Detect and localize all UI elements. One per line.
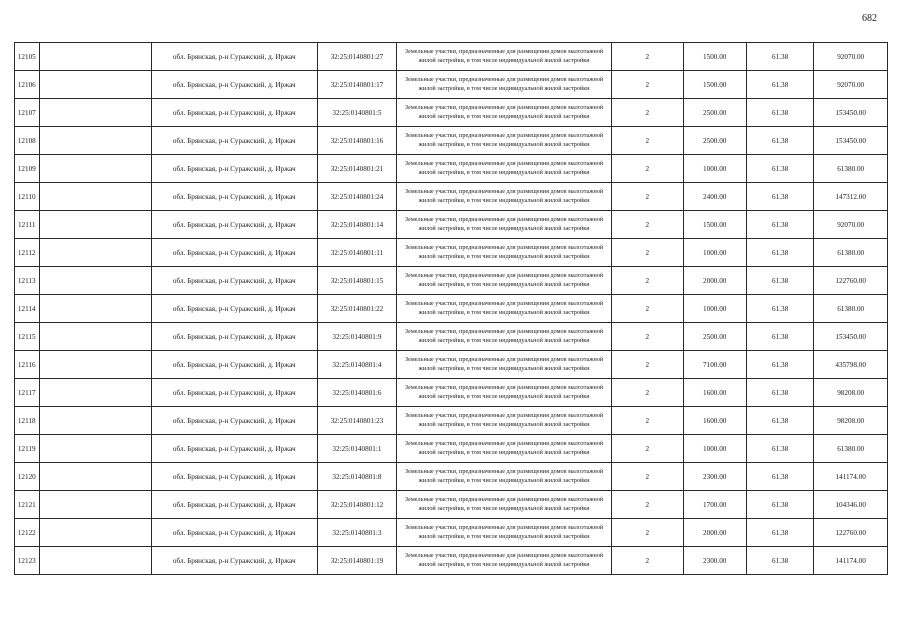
category-cell: 2 bbox=[611, 71, 683, 99]
row-number: 12117 bbox=[15, 379, 40, 407]
cadastral-value-cell: 98208.00 bbox=[814, 379, 888, 407]
address-cell: обл. Брянская, р-н Суражский, д. Иржач bbox=[151, 407, 317, 435]
category-cell: 2 bbox=[611, 211, 683, 239]
rate-cell: 61.38 bbox=[746, 183, 813, 211]
land-use-cell: Земельные участки, предназначенные для размещения домов малоэтажной жилой застройки, в том числе индивидуальной жилой застройки bbox=[397, 519, 612, 547]
empty-cell bbox=[39, 239, 151, 267]
cadastral-number-cell: 32:25:0140801:15 bbox=[317, 267, 397, 295]
address-cell: обл. Брянская, р-н Суражский, д. Иржач bbox=[151, 183, 317, 211]
address-cell: обл. Брянская, р-н Суражский, д. Иржач bbox=[151, 43, 317, 71]
table-row bbox=[15, 295, 888, 323]
category-cell: 2 bbox=[611, 435, 683, 463]
cadastral-value-cell: 435798.00 bbox=[814, 351, 888, 379]
row-number: 12109 bbox=[15, 155, 40, 183]
category-cell: 2 bbox=[611, 155, 683, 183]
area-cell: 1000.00 bbox=[683, 435, 746, 463]
table-row bbox=[15, 267, 888, 295]
address-cell: обл. Брянская, р-н Суражский, д. Иржач bbox=[151, 239, 317, 267]
table-row bbox=[15, 407, 888, 435]
address-cell: обл. Брянская, р-н Суражский, д. Иржач bbox=[151, 379, 317, 407]
empty-cell bbox=[39, 295, 151, 323]
land-use-cell: Земельные участки, предназначенные для размещения домов малоэтажной жилой застройки, в том числе индивидуальной жилой застройки bbox=[397, 351, 612, 379]
land-use-cell: Земельные участки, предназначенные для размещения домов малоэтажной жилой застройки, в том числе индивидуальной жилой застройки bbox=[397, 211, 612, 239]
table-row bbox=[15, 463, 888, 491]
land-use-cell: Земельные участки, предназначенные для размещения домов малоэтажной жилой застройки, в том числе индивидуальной жилой застройки bbox=[397, 239, 612, 267]
land-use-cell: Земельные участки, предназначенные для размещения домов малоэтажной жилой застройки, в том числе индивидуальной жилой застройки bbox=[397, 463, 612, 491]
table-row bbox=[15, 547, 888, 575]
area-cell: 1000.00 bbox=[683, 155, 746, 183]
empty-cell bbox=[39, 519, 151, 547]
row-number: 12123 bbox=[15, 547, 40, 575]
cadastral-number-cell: 32:25:0140801:27 bbox=[317, 43, 397, 71]
cadastral-number-cell: 32:25:0140801:24 bbox=[317, 183, 397, 211]
cadastral-value-cell: 153450.00 bbox=[814, 323, 888, 351]
table-row bbox=[15, 43, 888, 71]
land-use-cell: Земельные участки, предназначенные для размещения домов малоэтажной жилой застройки, в том числе индивидуальной жилой застройки bbox=[397, 267, 612, 295]
cadastral-value-cell: 98208.00 bbox=[814, 407, 888, 435]
table-row bbox=[15, 323, 888, 351]
area-cell: 2000.00 bbox=[683, 267, 746, 295]
address-cell: обл. Брянская, р-н Суражский, д. Иржач bbox=[151, 323, 317, 351]
cadastral-value-cell: 61380.00 bbox=[814, 155, 888, 183]
rate-cell: 61.38 bbox=[746, 491, 813, 519]
area-cell: 2500.00 bbox=[683, 323, 746, 351]
cadastral-value-cell: 122760.00 bbox=[814, 519, 888, 547]
land-use-cell: Земельные участки, предназначенные для размещения домов малоэтажной жилой застройки, в том числе индивидуальной жилой застройки bbox=[397, 127, 612, 155]
land-use-cell: Земельные участки, предназначенные для размещения домов малоэтажной жилой застройки, в том числе индивидуальной жилой застройки bbox=[397, 491, 612, 519]
cadastral-number-cell: 32:25:0140801:9 bbox=[317, 323, 397, 351]
area-cell: 1000.00 bbox=[683, 295, 746, 323]
land-use-cell: Земельные участки, предназначенные для размещения домов малоэтажной жилой застройки, в том числе индивидуальной жилой застройки bbox=[397, 183, 612, 211]
category-cell: 2 bbox=[611, 491, 683, 519]
category-cell: 2 bbox=[611, 183, 683, 211]
empty-cell bbox=[39, 407, 151, 435]
land-registry-table bbox=[14, 42, 888, 575]
rate-cell: 61.38 bbox=[746, 295, 813, 323]
cadastral-number-cell: 32:25:0140801:8 bbox=[317, 463, 397, 491]
land-use-cell: Земельные участки, предназначенные для размещения домов малоэтажной жилой застройки, в том числе индивидуальной жилой застройки bbox=[397, 295, 612, 323]
empty-cell bbox=[39, 183, 151, 211]
row-number: 12122 bbox=[15, 519, 40, 547]
cadastral-value-cell: 92070.00 bbox=[814, 211, 888, 239]
page-number: 682 bbox=[862, 13, 877, 24]
cadastral-value-cell: 104346.00 bbox=[814, 491, 888, 519]
empty-cell bbox=[39, 267, 151, 295]
table-body bbox=[15, 43, 888, 575]
table-row bbox=[15, 211, 888, 239]
row-number: 12115 bbox=[15, 323, 40, 351]
row-number: 12107 bbox=[15, 99, 40, 127]
cadastral-value-cell: 92070.00 bbox=[814, 71, 888, 99]
address-cell: обл. Брянская, р-н Суражский, д. Иржач bbox=[151, 463, 317, 491]
category-cell: 2 bbox=[611, 323, 683, 351]
table-row bbox=[15, 183, 888, 211]
cadastral-number-cell: 32:25:0140801:3 bbox=[317, 519, 397, 547]
cadastral-number-cell: 32:25:0140801:12 bbox=[317, 491, 397, 519]
category-cell: 2 bbox=[611, 379, 683, 407]
area-cell: 2000.00 bbox=[683, 519, 746, 547]
rate-cell: 61.38 bbox=[746, 127, 813, 155]
table-row bbox=[15, 239, 888, 267]
area-cell: 1500.00 bbox=[683, 71, 746, 99]
rate-cell: 61.38 bbox=[746, 463, 813, 491]
table-row bbox=[15, 71, 888, 99]
row-number: 12105 bbox=[15, 43, 40, 71]
empty-cell bbox=[39, 71, 151, 99]
rate-cell: 61.38 bbox=[746, 435, 813, 463]
table-row bbox=[15, 379, 888, 407]
address-cell: обл. Брянская, р-н Суражский, д. Иржач bbox=[151, 155, 317, 183]
cadastral-value-cell: 141174.00 bbox=[814, 463, 888, 491]
cadastral-value-cell: 147312.00 bbox=[814, 183, 888, 211]
rate-cell: 61.38 bbox=[746, 71, 813, 99]
empty-cell bbox=[39, 547, 151, 575]
cadastral-number-cell: 32:25:0140801:19 bbox=[317, 547, 397, 575]
area-cell: 1000.00 bbox=[683, 239, 746, 267]
rate-cell: 61.38 bbox=[746, 155, 813, 183]
address-cell: обл. Брянская, р-н Суражский, д. Иржач bbox=[151, 211, 317, 239]
empty-cell bbox=[39, 463, 151, 491]
rate-cell: 61.38 bbox=[746, 99, 813, 127]
cadastral-number-cell: 32:25:0140801:16 bbox=[317, 127, 397, 155]
row-number: 12120 bbox=[15, 463, 40, 491]
area-cell: 2500.00 bbox=[683, 99, 746, 127]
rate-cell: 61.38 bbox=[746, 267, 813, 295]
cadastral-number-cell: 32:25:0140801:5 bbox=[317, 99, 397, 127]
category-cell: 2 bbox=[611, 407, 683, 435]
category-cell: 2 bbox=[611, 295, 683, 323]
cadastral-number-cell: 32:25:0140801:4 bbox=[317, 351, 397, 379]
area-cell: 1600.00 bbox=[683, 379, 746, 407]
rate-cell: 61.38 bbox=[746, 43, 813, 71]
address-cell: обл. Брянская, р-н Суражский, д. Иржач bbox=[151, 547, 317, 575]
empty-cell bbox=[39, 323, 151, 351]
table-row bbox=[15, 127, 888, 155]
land-use-cell: Земельные участки, предназначенные для размещения домов малоэтажной жилой застройки, в том числе индивидуальной жилой застройки bbox=[397, 323, 612, 351]
empty-cell bbox=[39, 43, 151, 71]
empty-cell bbox=[39, 435, 151, 463]
land-use-cell: Земельные участки, предназначенные для размещения домов малоэтажной жилой застройки, в том числе индивидуальной жилой застройки bbox=[397, 435, 612, 463]
category-cell: 2 bbox=[611, 463, 683, 491]
row-number: 12110 bbox=[15, 183, 40, 211]
table-row bbox=[15, 491, 888, 519]
area-cell: 1500.00 bbox=[683, 43, 746, 71]
table-row bbox=[15, 99, 888, 127]
land-use-cell: Земельные участки, предназначенные для размещения домов малоэтажной жилой застройки, в том числе индивидуальной жилой застройки bbox=[397, 99, 612, 127]
rate-cell: 61.38 bbox=[746, 351, 813, 379]
cadastral-number-cell: 32:25:0140801:1 bbox=[317, 435, 397, 463]
cadastral-number-cell: 32:25:0140801:23 bbox=[317, 407, 397, 435]
cadastral-value-cell: 61380.00 bbox=[814, 295, 888, 323]
empty-cell bbox=[39, 99, 151, 127]
land-use-cell: Земельные участки, предназначенные для размещения домов малоэтажной жилой застройки, в том числе индивидуальной жилой застройки bbox=[397, 43, 612, 71]
land-use-cell: Земельные участки, предназначенные для размещения домов малоэтажной жилой застройки, в том числе индивидуальной жилой застройки bbox=[397, 547, 612, 575]
address-cell: обл. Брянская, р-н Суражский, д. Иржач bbox=[151, 491, 317, 519]
area-cell: 7100.00 bbox=[683, 351, 746, 379]
category-cell: 2 bbox=[611, 547, 683, 575]
area-cell: 1700.00 bbox=[683, 491, 746, 519]
address-cell: обл. Брянская, р-н Суражский, д. Иржач bbox=[151, 267, 317, 295]
address-cell: обл. Брянская, р-н Суражский, д. Иржач bbox=[151, 71, 317, 99]
empty-cell bbox=[39, 379, 151, 407]
row-number: 12111 bbox=[15, 211, 40, 239]
rate-cell: 61.38 bbox=[746, 407, 813, 435]
area-cell: 1600.00 bbox=[683, 407, 746, 435]
category-cell: 2 bbox=[611, 519, 683, 547]
row-number: 12114 bbox=[15, 295, 40, 323]
table-row bbox=[15, 519, 888, 547]
empty-cell bbox=[39, 491, 151, 519]
cadastral-value-cell: 153450.00 bbox=[814, 99, 888, 127]
cadastral-value-cell: 92070.00 bbox=[814, 43, 888, 71]
address-cell: обл. Брянская, р-н Суражский, д. Иржач bbox=[151, 295, 317, 323]
row-number: 12119 bbox=[15, 435, 40, 463]
category-cell: 2 bbox=[611, 267, 683, 295]
rate-cell: 61.38 bbox=[746, 547, 813, 575]
category-cell: 2 bbox=[611, 43, 683, 71]
rate-cell: 61.38 bbox=[746, 323, 813, 351]
table-row bbox=[15, 351, 888, 379]
address-cell: обл. Брянская, р-н Суражский, д. Иржач bbox=[151, 99, 317, 127]
category-cell: 2 bbox=[611, 239, 683, 267]
empty-cell bbox=[39, 155, 151, 183]
address-cell: обл. Брянская, р-н Суражский, д. Иржач bbox=[151, 351, 317, 379]
row-number: 12121 bbox=[15, 491, 40, 519]
category-cell: 2 bbox=[611, 127, 683, 155]
row-number: 12112 bbox=[15, 239, 40, 267]
cadastral-value-cell: 153450.00 bbox=[814, 127, 888, 155]
cadastral-value-cell: 122760.00 bbox=[814, 267, 888, 295]
table-row bbox=[15, 435, 888, 463]
cadastral-number-cell: 32:25:0140801:21 bbox=[317, 155, 397, 183]
area-cell: 2500.00 bbox=[683, 127, 746, 155]
land-use-cell: Земельные участки, предназначенные для размещения домов малоэтажной жилой застройки, в том числе индивидуальной жилой застройки bbox=[397, 379, 612, 407]
category-cell: 2 bbox=[611, 99, 683, 127]
row-number: 12113 bbox=[15, 267, 40, 295]
rate-cell: 61.38 bbox=[746, 239, 813, 267]
area-cell: 2300.00 bbox=[683, 463, 746, 491]
rate-cell: 61.38 bbox=[746, 379, 813, 407]
cadastral-number-cell: 32:25:0140801:11 bbox=[317, 239, 397, 267]
cadastral-value-cell: 61380.00 bbox=[814, 239, 888, 267]
cadastral-value-cell: 141174.00 bbox=[814, 547, 888, 575]
area-cell: 1500.00 bbox=[683, 211, 746, 239]
area-cell: 2300.00 bbox=[683, 547, 746, 575]
address-cell: обл. Брянская, р-н Суражский, д. Иржач bbox=[151, 519, 317, 547]
address-cell: обл. Брянская, р-н Суражский, д. Иржач bbox=[151, 127, 317, 155]
category-cell: 2 bbox=[611, 351, 683, 379]
cadastral-value-cell: 61380.00 bbox=[814, 435, 888, 463]
row-number: 12108 bbox=[15, 127, 40, 155]
rate-cell: 61.38 bbox=[746, 519, 813, 547]
land-use-cell: Земельные участки, предназначенные для размещения домов малоэтажной жилой застройки, в том числе индивидуальной жилой застройки bbox=[397, 71, 612, 99]
empty-cell bbox=[39, 127, 151, 155]
row-number: 12118 bbox=[15, 407, 40, 435]
row-number: 12106 bbox=[15, 71, 40, 99]
empty-cell bbox=[39, 351, 151, 379]
land-use-cell: Земельные участки, предназначенные для размещения домов малоэтажной жилой застройки, в том числе индивидуальной жилой застройки bbox=[397, 155, 612, 183]
cadastral-number-cell: 32:25:0140801:14 bbox=[317, 211, 397, 239]
row-number: 12116 bbox=[15, 351, 40, 379]
rate-cell: 61.38 bbox=[746, 211, 813, 239]
cadastral-number-cell: 32:25:0140801:6 bbox=[317, 379, 397, 407]
table-row bbox=[15, 155, 888, 183]
empty-cell bbox=[39, 211, 151, 239]
cadastral-number-cell: 32:25:0140801:22 bbox=[317, 295, 397, 323]
area-cell: 2400.00 bbox=[683, 183, 746, 211]
land-use-cell: Земельные участки, предназначенные для размещения домов малоэтажной жилой застройки, в том числе индивидуальной жилой застройки bbox=[397, 407, 612, 435]
cadastral-number-cell: 32:25:0140801:17 bbox=[317, 71, 397, 99]
address-cell: обл. Брянская, р-н Суражский, д. Иржач bbox=[151, 435, 317, 463]
